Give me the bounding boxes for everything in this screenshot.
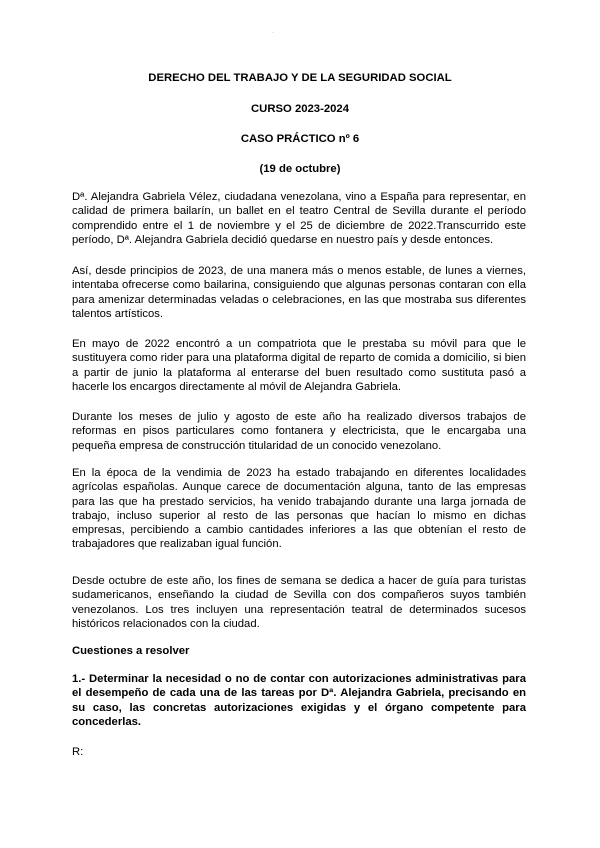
case-title: CASO PRÁCTICO nº 6 <box>240 133 360 145</box>
case-paragraph-5: En la época de la vendimia de 2023 ha estado trabajando en diferentes localidades agrícolas españolas. Aunque carece de documentación alguna, tanto de las empresas para las que ha prestado servicios, ha venido trabajando durante una larga jornada de trabajo, incluso superior al resto de las personas que hacían lo mismo en dichas empresas, percibiendo a cambio cantidades inferiores a las que obtenían el resto de trabajadores que realizaban igual función. <box>72 467 526 551</box>
case-paragraph-6: Desde octubre de este año, los fines de semana se dedica a hacer de guía para turistas sudamericanos, enseñando la ciudad de Sevilla con dos compañeros suyos también venezolanos. Los tres incluyen una representación teatral de determinados sucesos históricos relacionados con la ciudad. <box>72 575 526 630</box>
case-date: (19 de octubre) <box>259 163 341 175</box>
question-1: 1.- Determinar la necesidad o no de contar con autorizaciones administrativas para el desempeño de cada una de las tareas por Dª. Alejandra Gabriela, precisando en su caso, las concretas autorizaciones exigidas y el órgano competente para concederlas. <box>72 673 526 728</box>
questions-heading: Cuestiones a resolver <box>72 645 190 657</box>
case-paragraph-3: En mayo de 2022 encontró a un compatriota que le prestaba su móvil para que le sustituyera como rider para una plataforma digital de reparto de comida a domicilio, si bien a partir de junio la plataforma al enterarse del buen resultado como sustituta pasó a hacerle los encargos directamente al móvil de Alejandra Gabriela. <box>72 338 526 393</box>
case-paragraph-4: Durante los meses de julio y agosto de este año ha realizado diversos trabajos de reformas en pisos particulares como fontanera y electricista, que le encargaba una pequeña empresa de construcción titularidad de un conocido venezolano. <box>72 411 526 452</box>
subject-title: DERECHO DEL TRABAJO Y DE LA SEGURIDAD SOCIAL <box>148 72 452 84</box>
course-title: CURSO 2023-2024 <box>251 103 349 115</box>
case-paragraph-1: Dª. Alejandra Gabriela Vélez, ciudadana venezolana, vino a España para representar, en calidad de primera bailarín, un ballet en el teatro Central de Sevilla durante el período comprendido entre el 1 de noviembre y el 25 de diciembre de 2022.Transcurrido este período, Dª. Alejandra Gabriela decidió quedarse en nuestro país y desde entonces. <box>72 191 526 246</box>
case-paragraph-2: Así, desde principios de 2023, de una manera más o menos estable, de lunes a viernes, intentaba ofrecerse como bailarina, consiguiendo que algunas personas contaran con ella para amenizar determinadas veladas o celebraciones, en las que mostraba sus diferentes talentos artísticos. <box>72 265 526 320</box>
answer-label: R: <box>72 746 84 758</box>
page-top-mark: · <box>272 30 274 36</box>
